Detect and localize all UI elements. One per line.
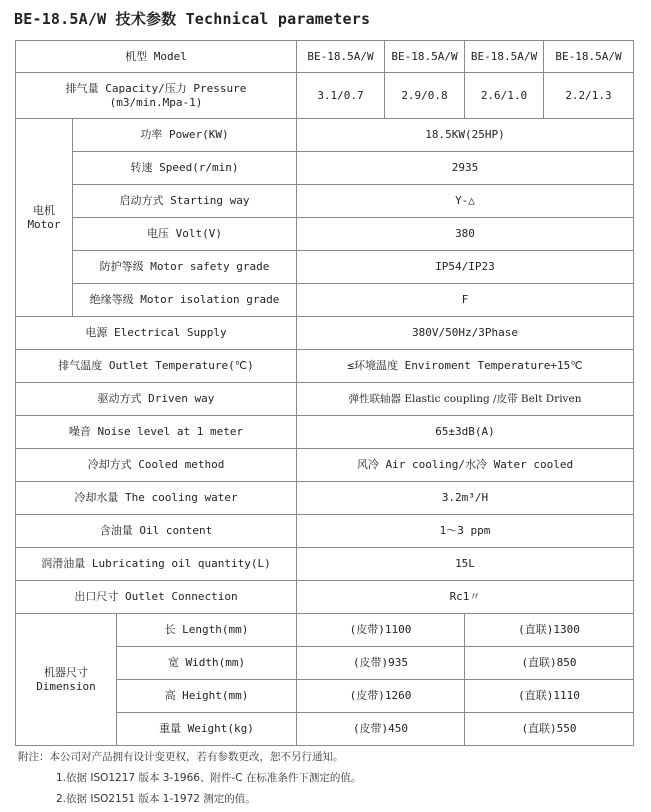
motor-volt-row (16, 218, 634, 251)
driven-way-value: 弹性联轴器 Elastic coupling /皮带 Belt Driven (297, 383, 634, 416)
cooling-water-value: 3.2m³/H (297, 482, 634, 515)
capacity-value: 2.6/1.0 (465, 73, 544, 119)
motor-isolation-value: F (297, 284, 634, 317)
dimension-width-label: 宽 Width(mm) (117, 647, 297, 680)
cooled-method-row (16, 449, 634, 482)
model-value: BE-18.5A/W (465, 41, 544, 73)
dimension-height-label: 高 Height(mm) (117, 680, 297, 713)
cooled-method-value: 风冷 Air cooling/水冷 Water cooled (297, 449, 634, 482)
outlet-connection-row (16, 581, 634, 614)
page-title: BE-18.5A/W 技术参数 Technical parameters (14, 10, 371, 28)
motor-volt-value: 380 (297, 218, 634, 251)
model-row (16, 41, 634, 73)
dimension-length-belt: (皮带)1100 (297, 614, 465, 647)
driven-way-label: 驱动方式 Driven way (16, 383, 297, 416)
motor-group-line1: 电机 (33, 203, 55, 217)
footnotes (18, 749, 361, 812)
motor-power-row (16, 119, 634, 152)
electrical-supply-label: 电源 Electrical Supply (16, 317, 297, 350)
dimension-height-direct: (直联)1110 (465, 680, 634, 713)
model-value: BE-18.5A/W (385, 41, 465, 73)
outlet-temperature-value: ≤环境温度 Enviroment Temperature+15℃ (297, 350, 634, 383)
motor-starting-label: 启动方式 Starting way (73, 185, 297, 218)
motor-safety-label: 防护等级 Motor safety grade (73, 251, 297, 284)
motor-isolation-label: 绝缘等级 Motor isolation grade (73, 284, 297, 317)
footnote-disclaimer: 附注：本公司对产品拥有设计变更权，若有参数更改，恕不另行通知。 (18, 751, 344, 763)
footnote-1: 1.依据 ISO1217 版本 3-1966、附件-C 在标准条件下测定的值。 (56, 772, 362, 784)
oil-content-label: 含油量 Oil content (16, 515, 297, 548)
dimension-group-label (16, 614, 117, 746)
driven-way-row (16, 383, 634, 416)
dimension-weight-belt: (皮带)450 (297, 713, 465, 746)
motor-speed-row (16, 152, 634, 185)
motor-volt-label: 电压 Volt(V) (73, 218, 297, 251)
motor-group-label (16, 119, 73, 317)
capacity-label-line2: (m3/min.Mpa-1) (109, 95, 203, 109)
outlet-connection-label: 出口尺寸 Outlet Connection (16, 581, 297, 614)
model-value: BE-18.5A/W (297, 41, 385, 73)
capacity-row (16, 73, 634, 119)
noise-level-row (16, 416, 634, 449)
electrical-supply-row (16, 317, 634, 350)
oil-content-value: 1～3 ppm (297, 515, 634, 548)
dimension-group-line1: 机器尺寸 (44, 665, 88, 679)
outlet-connection-value: Rc1〃 (297, 581, 634, 614)
model-label: 机型 Model (16, 41, 297, 73)
motor-power-label: 功率 Power(KW) (73, 119, 297, 152)
footnote-2: 2.依据 ISO2151 版本 1-1972 测定的值。 (56, 793, 256, 805)
outlet-temperature-row (16, 350, 634, 383)
dimension-group-line2: Dimension (36, 679, 96, 693)
motor-speed-value: 2935 (297, 152, 634, 185)
capacity-value: 2.9/0.8 (385, 73, 465, 119)
motor-safety-row (16, 251, 634, 284)
cooled-method-label: 冷却方式 Cooled method (16, 449, 297, 482)
electrical-supply-value: 380V/50Hz/3Phase (297, 317, 634, 350)
dimension-length-label: 长 Length(mm) (117, 614, 297, 647)
capacity-label-line1: 排气量 Capacity/压力 Pressure (65, 81, 247, 95)
outlet-temperature-label: 排气温度 Outlet Temperature(℃) (16, 350, 297, 383)
dimension-weight-label: 重量 Weight(kg) (117, 713, 297, 746)
motor-speed-label: 转速 Speed(r/min) (73, 152, 297, 185)
noise-level-label: 噪音 Noise level at 1 meter (16, 416, 297, 449)
model-value: BE-18.5A/W (544, 41, 634, 73)
motor-safety-value: IP54/IP23 (297, 251, 634, 284)
lubricating-oil-row (16, 548, 634, 581)
dimension-width-direct: (直联)850 (465, 647, 634, 680)
dimension-length-direct: (直联)1300 (465, 614, 634, 647)
noise-level-value: 65±3dB(A) (297, 416, 634, 449)
spec-table (15, 40, 634, 746)
motor-power-value: 18.5KW(25HP) (297, 119, 634, 152)
cooling-water-row (16, 482, 634, 515)
dimension-length-row (16, 614, 634, 647)
capacity-value: 3.1/0.7 (297, 73, 385, 119)
motor-starting-row (16, 185, 634, 218)
oil-content-row (16, 515, 634, 548)
motor-starting-value: Y-△ (297, 185, 634, 218)
capacity-label (16, 73, 297, 119)
motor-isolation-row (16, 284, 634, 317)
capacity-value: 2.2/1.3 (544, 73, 634, 119)
dimension-weight-direct: (直联)550 (465, 713, 634, 746)
dimension-width-belt: (皮带)935 (297, 647, 465, 680)
cooling-water-label: 冷却水量 The cooling water (16, 482, 297, 515)
motor-group-line2: Motor (27, 217, 61, 231)
lubricating-oil-value: 15L (297, 548, 634, 581)
lubricating-oil-label: 润滑油量 Lubricating oil quantity(L) (16, 548, 297, 581)
dimension-height-belt: (皮带)1260 (297, 680, 465, 713)
